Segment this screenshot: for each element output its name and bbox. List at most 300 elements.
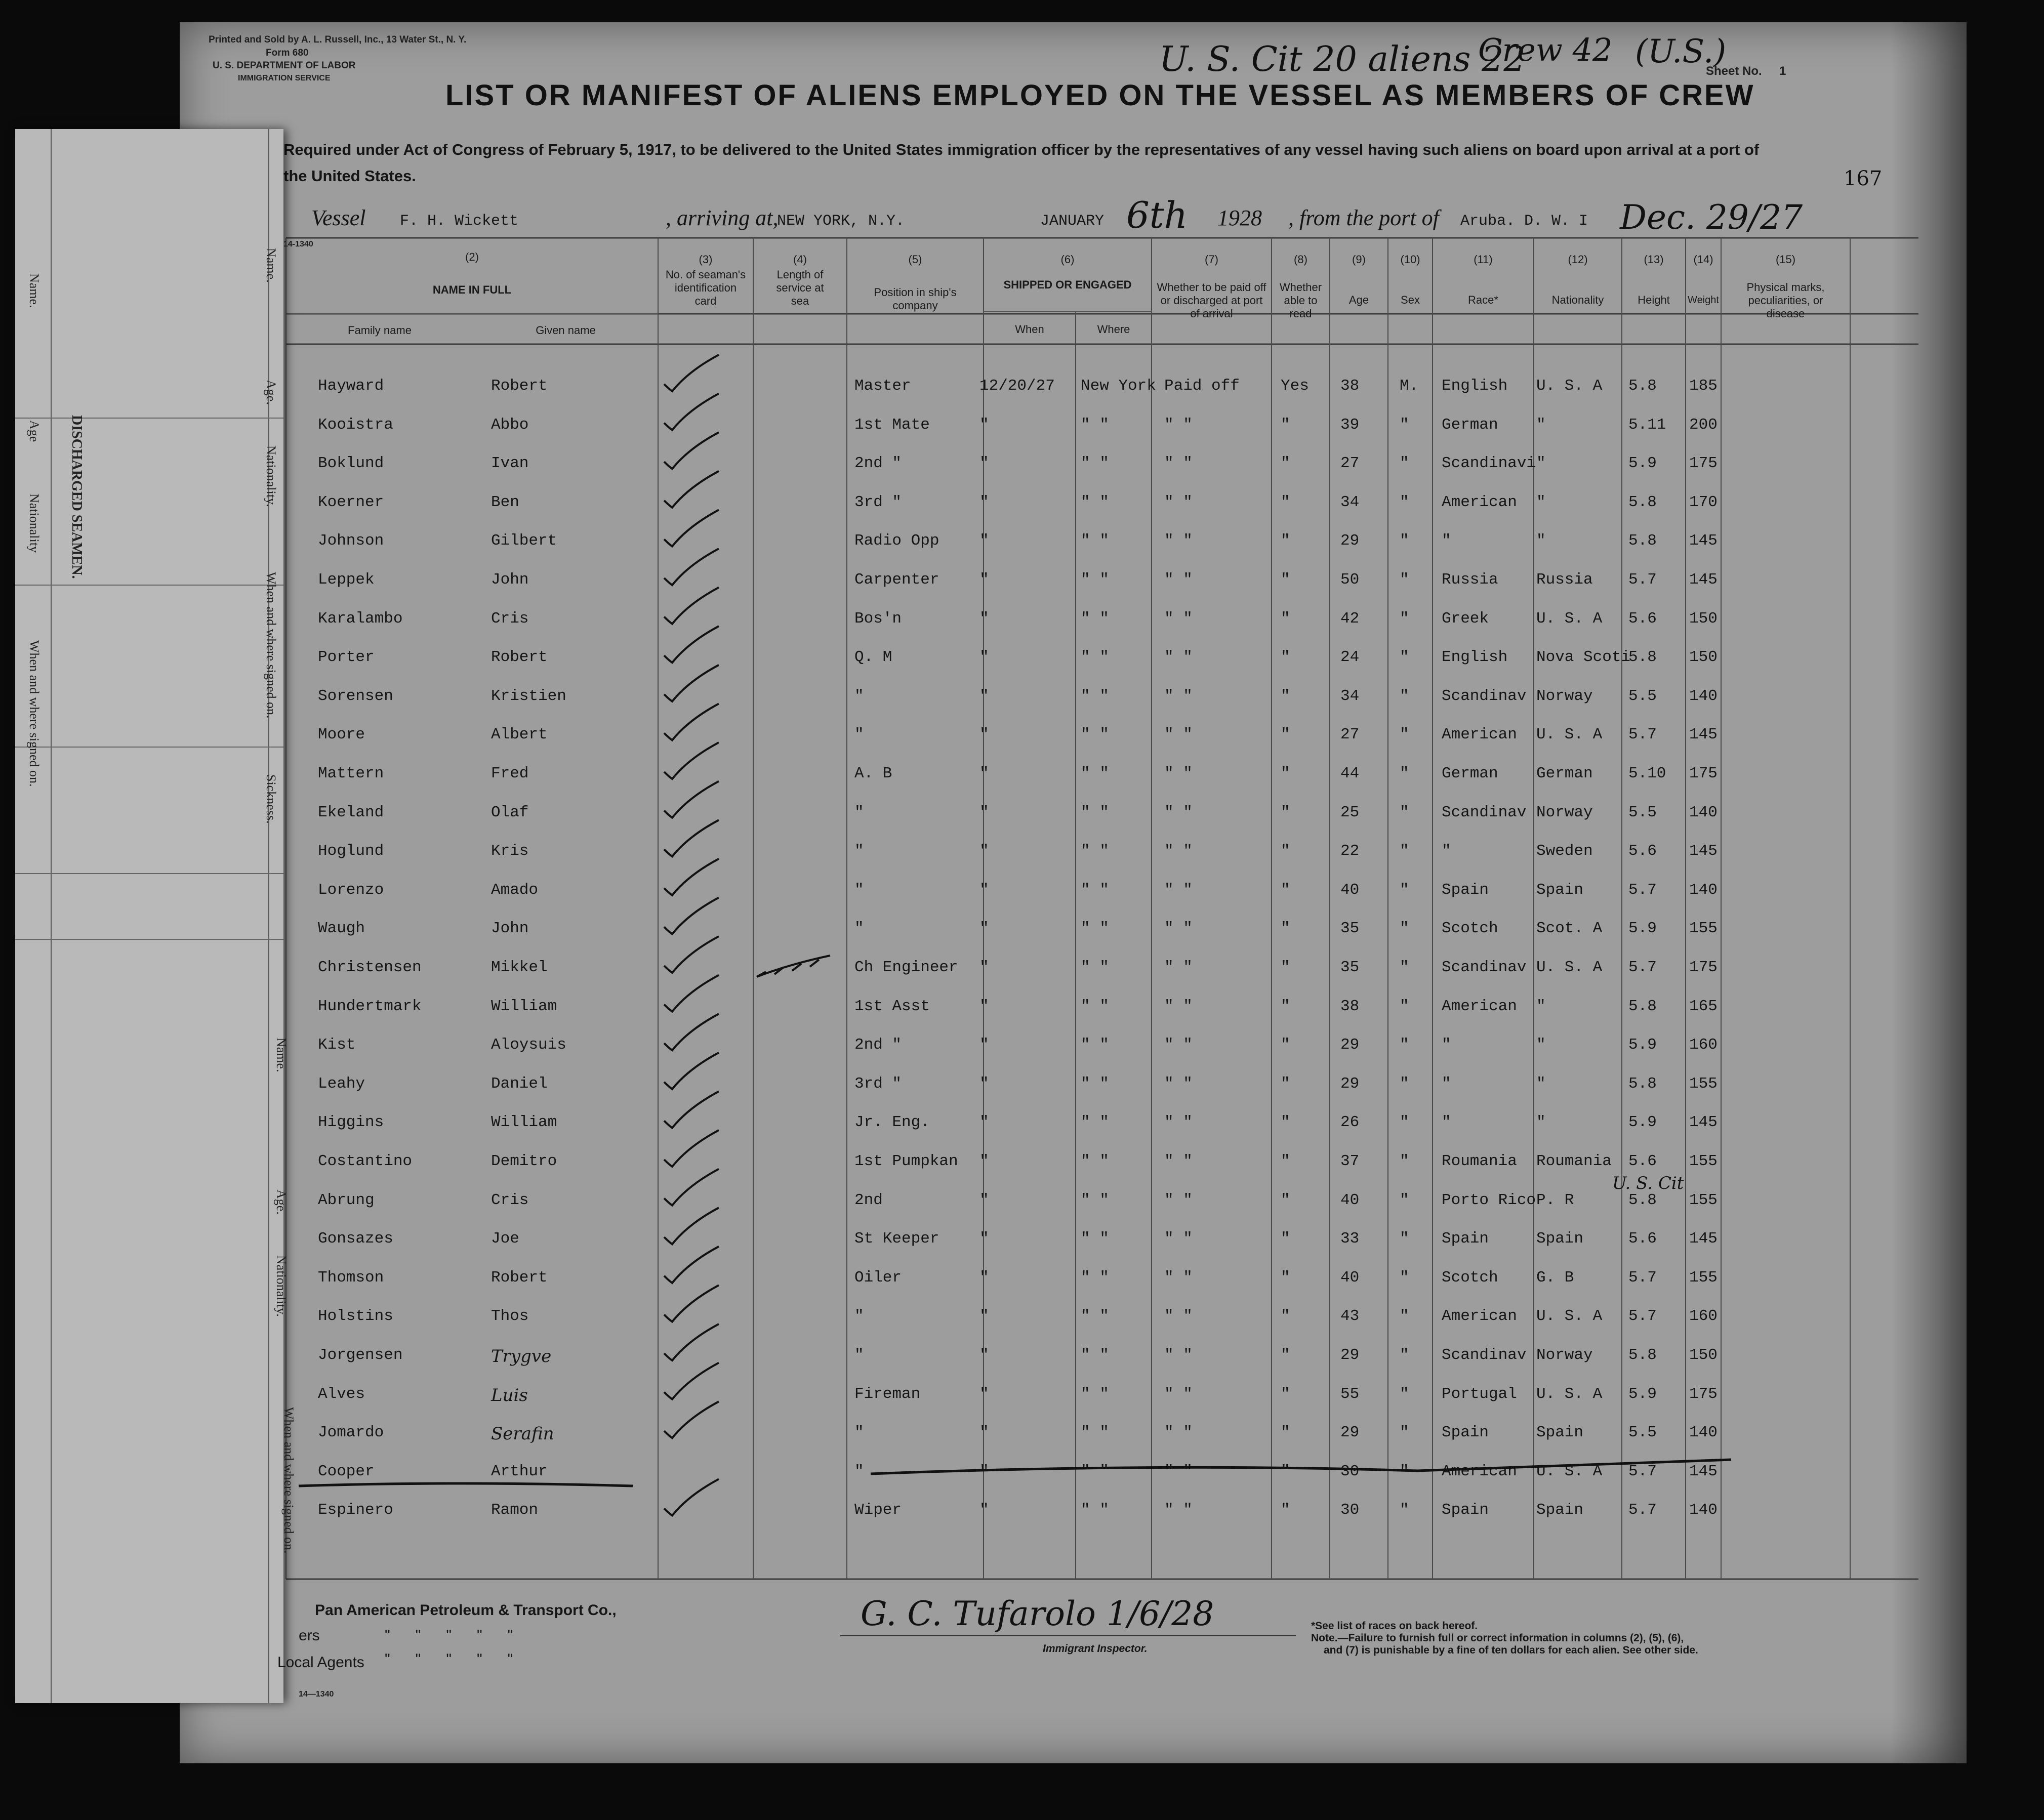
cell-nationality: P. R [1536, 1191, 1574, 1209]
cell-sex: " [1400, 1307, 1409, 1325]
cell-where: " " [1081, 1036, 1109, 1054]
cell-when: " [979, 1191, 989, 1209]
cell-read: " [1281, 920, 1290, 937]
inspector-signature: G. C. Tufarolo 1/6/28 [861, 1594, 1214, 1633]
cell-when: " [979, 571, 989, 589]
col9-header: Age [1348, 294, 1369, 306]
cell-paid: " " [1164, 1307, 1193, 1325]
cell-position: Bos'n [854, 610, 902, 628]
cell-given: Serafin [491, 1424, 554, 1444]
col15-header: Physical marks, peculiarities, or disease [1746, 281, 1825, 320]
cell-given: Demitro [491, 1152, 557, 1170]
cell-height: 5.9 [1628, 920, 1657, 937]
cell-where: " " [1081, 959, 1109, 976]
cell-sex: " [1400, 959, 1409, 976]
cell-age: 29 [1340, 1346, 1360, 1364]
cell-age: 55 [1340, 1385, 1360, 1403]
cell-given: Daniel [491, 1075, 548, 1093]
col8-number: (8) [1294, 253, 1307, 266]
cell-nationality: U. S. A [1536, 377, 1603, 395]
col4-number: (4) [793, 253, 807, 266]
cell-weight: 155 [1689, 1075, 1718, 1093]
panel-name-label: Name. [264, 248, 278, 283]
cell-when: " [979, 610, 989, 628]
cell-read: " [1281, 454, 1290, 472]
cell-paid: " " [1164, 842, 1193, 860]
cell-sex: " [1400, 1424, 1409, 1441]
cell-paid: " " [1164, 881, 1193, 899]
cell-position: " [854, 687, 864, 705]
cell-position: " [854, 1346, 864, 1364]
cell-where: " " [1081, 1424, 1109, 1441]
cell-paid: " " [1164, 1269, 1193, 1287]
cell-age: 37 [1340, 1152, 1360, 1170]
manifest-title: LIST OR MANIFEST OF ALIENS EMPLOYED ON THE VESSEL AS MEMBERS OF CREW [445, 79, 1755, 112]
cell-sex: " [1400, 726, 1409, 743]
cell-race: Scandinav [1442, 687, 1527, 705]
cell-read: " [1281, 1191, 1290, 1209]
cell-read: " [1281, 571, 1290, 589]
cell-where: " " [1081, 1230, 1109, 1248]
cell-age: 40 [1340, 1191, 1360, 1209]
cell-position: Carpenter [854, 571, 939, 589]
cell-height: 5.8 [1628, 648, 1657, 666]
vessel-name: F. H. Wickett [400, 213, 519, 230]
cell-age: 34 [1340, 687, 1360, 705]
cell-when: " [979, 765, 989, 782]
cell-given: Luis [491, 1385, 528, 1405]
cell-position: 1st Asst [854, 998, 930, 1015]
col9-number: (9) [1352, 253, 1366, 266]
cell-nationality: U. S. A [1536, 1385, 1603, 1403]
cell-family: Cooper [318, 1463, 375, 1480]
cell-read: " [1281, 1075, 1290, 1093]
cell-age: 27 [1340, 454, 1360, 472]
cell-sex: " [1400, 1191, 1409, 1209]
cell-paid: " " [1164, 454, 1193, 472]
cell-family: Hoglund [318, 842, 384, 860]
cell-read: " [1281, 1501, 1290, 1519]
col11-number: (11) [1474, 253, 1493, 266]
col6-number: (6) [1060, 253, 1075, 266]
cell-given: Kristien [491, 687, 566, 705]
cell-age: 40 [1340, 1269, 1360, 1287]
cell-given: Ramon [491, 1501, 539, 1519]
cell-given: Olaf [491, 804, 529, 821]
cell-read: " [1281, 1385, 1290, 1403]
cell-given: Trygve [491, 1346, 552, 1367]
cell-sex: " [1400, 493, 1409, 511]
cell-family: Costantino [318, 1152, 413, 1170]
cell-position: St Keeper [854, 1230, 939, 1248]
cell-weight: 150 [1689, 1346, 1718, 1364]
cell-weight: 175 [1689, 1385, 1718, 1403]
cell-where: " " [1081, 1075, 1109, 1093]
cell-family: Porter [318, 648, 375, 666]
cell-height: 5.10 [1628, 765, 1666, 782]
cell-weight: 145 [1689, 1463, 1718, 1480]
cell-weight: 140 [1689, 687, 1718, 705]
cell-height: 5.7 [1628, 1269, 1657, 1287]
cell-where: " " [1081, 454, 1109, 472]
cell-family: Karalambo [318, 610, 403, 628]
cell-nationality: Norway [1536, 687, 1593, 705]
cell-weight: 175 [1689, 959, 1718, 976]
cell-read: " [1281, 1463, 1290, 1480]
cell-where: " " [1081, 1113, 1109, 1131]
cell-nationality: Spain [1536, 1424, 1584, 1441]
left-age-label: Age [27, 420, 42, 442]
cell-read: " [1281, 765, 1290, 782]
cell-family: Moore [318, 726, 365, 743]
penalty-note-2: and (7) is punishable by a fine of ten dollars for each alien. See other side. [1324, 1644, 1698, 1656]
cell-height: 5.7 [1628, 571, 1657, 589]
cell-position: 2nd [854, 1191, 883, 1209]
cell-weight: 140 [1689, 1501, 1718, 1519]
cell-sex: " [1400, 1501, 1409, 1519]
cell-where: " " [1081, 1191, 1109, 1209]
cell-sex: " [1400, 1036, 1409, 1054]
where-header: Where [1097, 323, 1130, 336]
cell-nationality: Sweden [1536, 842, 1593, 860]
cell-read: " [1281, 1113, 1290, 1131]
cell-height: 5.5 [1628, 804, 1657, 821]
cell-when: " [979, 1113, 989, 1131]
cell-nationality: " [1536, 493, 1546, 511]
cell-height: 5.8 [1628, 377, 1657, 395]
cell-read: " [1281, 1307, 1290, 1325]
col13-number: (13) [1644, 253, 1664, 266]
cell-sex: " [1400, 1230, 1409, 1248]
cell-read: " [1281, 726, 1290, 743]
col11-header: Race* [1468, 294, 1498, 306]
cell-height: 5.11 [1628, 416, 1666, 434]
cell-where: " " [1081, 571, 1109, 589]
cell-position: Oiler [854, 1269, 902, 1287]
cell-sex: " [1400, 1152, 1409, 1170]
cell-family: Leahy [318, 1075, 365, 1093]
cell-paid: " " [1164, 804, 1193, 821]
cell-weight: 155 [1689, 1191, 1718, 1209]
cell-paid: " " [1164, 571, 1193, 589]
cell-age: 25 [1340, 804, 1360, 821]
cell-read: " [1281, 493, 1290, 511]
citizen-alien-count: U. S. Cit 20 aliens 22 [1159, 39, 1526, 79]
cell-sex: " [1400, 648, 1409, 666]
cell-given: Robert [491, 377, 548, 395]
when-header: When [1015, 323, 1044, 336]
cell-race: " [1442, 532, 1451, 550]
cell-read: " [1281, 1230, 1290, 1248]
cell-nationality: U. S. A [1536, 726, 1603, 743]
cell-family: Holstins [318, 1307, 393, 1325]
cell-paid: " " [1164, 1501, 1193, 1519]
cell-paid: " " [1164, 920, 1193, 937]
cell-family: Boklund [318, 454, 384, 472]
cell-when: " [979, 726, 989, 743]
cell-position: " [854, 1463, 864, 1480]
cell-age: 40 [1340, 881, 1360, 899]
cell-when: " [979, 1346, 989, 1364]
cell-nationality: " [1536, 532, 1546, 550]
cell-nationality: " [1536, 416, 1546, 434]
cell-nationality: U. S. A [1536, 959, 1603, 976]
cell-position: " [854, 842, 864, 860]
cell-nationality: German [1536, 765, 1593, 782]
sheet-number: 1 [1779, 64, 1786, 78]
departure-date: Dec. 29/27 [1620, 198, 1803, 237]
family-name-header: Family name [348, 324, 412, 337]
cell-age: 29 [1340, 1075, 1360, 1093]
cell-height: 5.8 [1628, 1191, 1657, 1209]
cell-height: 5.8 [1628, 1346, 1657, 1364]
sheet-label: Sheet No. [1706, 64, 1762, 78]
cell-race: American [1442, 726, 1517, 743]
cell-race: Greek [1442, 610, 1489, 628]
cell-age: 22 [1340, 842, 1360, 860]
cell-weight: 185 [1689, 377, 1718, 395]
cell-where: " " [1081, 804, 1109, 821]
cell-paid: " " [1164, 1113, 1193, 1131]
cell-sex: " [1400, 454, 1409, 472]
cell-nationality: U. S. A [1536, 1463, 1603, 1480]
left-name-label: Name. [27, 273, 42, 308]
cell-given: John [491, 920, 529, 937]
cell-race: English [1442, 648, 1508, 666]
cell-race: Portugal [1442, 1385, 1517, 1403]
cell-where: " " [1081, 1307, 1109, 1325]
cell-height: 5.7 [1628, 1463, 1657, 1480]
cell-sex: " [1400, 687, 1409, 705]
cell-position: " [854, 804, 864, 821]
cell-position: 1st Mate [854, 416, 930, 434]
cell-paid: " " [1164, 532, 1193, 550]
cell-age: 39 [1340, 416, 1360, 434]
cell-height: 5.8 [1628, 532, 1657, 550]
cell-race: " [1442, 1075, 1451, 1093]
cell-when: 12/20/27 [979, 377, 1055, 395]
from-label: , from the port of [1288, 205, 1439, 230]
left-nationality-label: Nationality [27, 493, 42, 553]
cell-paid: " " [1164, 726, 1193, 743]
cell-position: Wiper [854, 1501, 902, 1519]
cell-weight: 155 [1689, 1152, 1718, 1170]
panel-age-label: Age. [264, 380, 278, 405]
cell-height: 5.9 [1628, 1385, 1657, 1403]
cell-nationality: Spain [1536, 881, 1584, 899]
cell-age: 27 [1340, 726, 1360, 743]
cell-height: 5.6 [1628, 1230, 1657, 1248]
form-code-bottom: 14—1340 [299, 1690, 334, 1699]
panel-name-label-2: Name. [274, 1038, 289, 1072]
cell-given: Kris [491, 842, 529, 860]
cell-nationality: " [1536, 998, 1546, 1015]
arrival-month: JANUARY [1040, 213, 1105, 230]
cell-weight: 175 [1689, 454, 1718, 472]
panel-nationality-label: Nationality. [264, 445, 278, 507]
cell-height: 5.7 [1628, 1501, 1657, 1519]
cell-race: American [1442, 1307, 1517, 1325]
form-code-top: 14-1340 [283, 240, 313, 249]
service-name: IMMIGRATION SERVICE [238, 74, 331, 82]
cell-when: " [979, 1152, 989, 1170]
cell-age: 42 [1340, 610, 1360, 628]
cell-position: Ch Engineer [854, 959, 958, 976]
col10-number: (10) [1400, 253, 1420, 266]
cell-where: " " [1081, 920, 1109, 937]
cell-nationality: Nova Scoti [1536, 648, 1631, 666]
col8-header: Whether able to read [1279, 281, 1322, 320]
cell-position: " [854, 1307, 864, 1325]
cell-race: Scandinav [1442, 959, 1527, 976]
col3-number: (3) [699, 253, 713, 266]
cell-sex: " [1400, 1463, 1409, 1480]
cell-when: " [979, 998, 989, 1015]
cell-age: 35 [1340, 920, 1360, 937]
cell-family: Waugh [318, 920, 365, 937]
cell-where: " " [1081, 726, 1109, 743]
cell-height: 5.6 [1628, 842, 1657, 860]
cell-where: " " [1081, 416, 1109, 434]
cell-sex: " [1400, 571, 1409, 589]
cell-when: " [979, 1424, 989, 1441]
cell-race: American [1442, 998, 1517, 1015]
cell-when: " [979, 804, 989, 821]
cell-where: " " [1081, 648, 1109, 666]
cell-position: 2nd " [854, 454, 902, 472]
col12-number: (12) [1568, 253, 1588, 266]
cell-where: " " [1081, 1501, 1109, 1519]
cell-sex: " [1400, 1385, 1409, 1403]
cell-weight: 155 [1689, 1269, 1718, 1287]
cell-given: Arthur [491, 1463, 548, 1480]
cell-family: Alves [318, 1385, 365, 1403]
cell-weight: 145 [1689, 571, 1718, 589]
cell-position: A. B [854, 765, 892, 782]
cell-paid: Paid off [1164, 377, 1240, 395]
cell-sex: " [1400, 842, 1409, 860]
cell-weight: 160 [1689, 1036, 1718, 1054]
cell-where: New York [1081, 377, 1156, 395]
given-name-header: Given name [536, 324, 596, 337]
department-name: U. S. DEPARTMENT OF LABOR [213, 60, 356, 71]
cell-where: " " [1081, 842, 1109, 860]
cell-nationality: Spain [1536, 1230, 1584, 1248]
penalty-note-1: Note.—Failure to furnish full or correct information in columns (2), (5), (6), [1311, 1632, 1684, 1644]
cell-race: American [1442, 1463, 1517, 1480]
cell-nationality: " [1536, 454, 1546, 472]
races-note: *See list of races on back hereof. [1311, 1620, 1478, 1632]
cell-age: 30 [1340, 1463, 1360, 1480]
col13-header: Height [1638, 294, 1670, 306]
cell-age: 30 [1340, 1501, 1360, 1519]
cell-age: 43 [1340, 1307, 1360, 1325]
cell-height: 5.8 [1628, 998, 1657, 1015]
cell-paid: " " [1164, 765, 1193, 782]
col2-number: (2) [465, 251, 479, 263]
cell-read: " [1281, 881, 1290, 899]
cell-read: " [1281, 1424, 1290, 1441]
cell-nationality: " [1536, 1075, 1546, 1093]
cell-given: Cris [491, 610, 529, 628]
cell-read: " [1281, 1036, 1290, 1054]
cell-nationality: U. S. A [1536, 610, 1603, 628]
cell-read: " [1281, 1269, 1290, 1287]
us-citizen-note: U. S. Cit [1612, 1173, 1684, 1193]
cell-race: " [1442, 1113, 1451, 1131]
cell-family: Abrung [318, 1191, 375, 1209]
local-agents-label: Local Agents [277, 1654, 364, 1671]
cell-race: Scotch [1442, 1269, 1498, 1287]
cell-position: Radio Opp [854, 532, 939, 550]
cell-paid: " " [1164, 1152, 1193, 1170]
cell-when: " [979, 416, 989, 434]
cell-height: 5.5 [1628, 1424, 1657, 1441]
cell-age: 33 [1340, 1230, 1360, 1248]
cell-nationality: " [1536, 1113, 1546, 1131]
cell-where: " " [1081, 1346, 1109, 1364]
cell-given: William [491, 1113, 557, 1131]
col12-header: Nationality [1551, 294, 1604, 306]
cell-nationality: Roumania [1536, 1152, 1612, 1170]
discharged-seamen-panel [15, 129, 283, 1703]
cell-paid: " " [1164, 1424, 1193, 1441]
cell-paid: " " [1164, 1463, 1193, 1480]
cell-sex: " [1400, 1346, 1409, 1364]
cell-where: " " [1081, 765, 1109, 782]
cell-family: Ekeland [318, 804, 384, 821]
cell-family: Hayward [318, 377, 384, 395]
cell-family: Jomardo [318, 1424, 384, 1441]
col7-header: Whether to be paid off or discharged at port of arrival [1157, 281, 1266, 320]
cell-read: " [1281, 842, 1290, 860]
cell-sex: " [1400, 610, 1409, 628]
cell-height: 5.5 [1628, 687, 1657, 705]
cell-weight: 140 [1689, 881, 1718, 899]
cell-race: Scandinavi [1442, 454, 1536, 472]
cell-when: " [979, 648, 989, 666]
cell-position: Q. M [854, 648, 892, 666]
cell-when: " [979, 1269, 989, 1287]
cell-given: Joe [491, 1230, 519, 1248]
cell-when: " [979, 1075, 989, 1093]
cell-where: " " [1081, 881, 1109, 899]
cell-nationality: Norway [1536, 804, 1593, 821]
cell-where: " " [1081, 610, 1109, 628]
cell-given: Aloysuis [491, 1036, 566, 1054]
cell-position: 2nd " [854, 1036, 902, 1054]
cell-height: 5.8 [1628, 493, 1657, 511]
cell-when: " [979, 1036, 989, 1054]
cell-height: 5.7 [1628, 959, 1657, 976]
col3-header: No. of seaman's identification card [665, 268, 746, 307]
cell-read: " [1281, 998, 1290, 1015]
cell-height: 5.9 [1628, 1113, 1657, 1131]
col10-header: Sex [1401, 294, 1420, 306]
cell-age: 29 [1340, 1424, 1360, 1441]
cell-when: " [979, 1385, 989, 1403]
cell-nationality: Scot. A [1536, 920, 1603, 937]
panel-nationality-label-2: Nationality. [274, 1255, 289, 1317]
owners-ditto: " " " " " [385, 1627, 513, 1644]
cell-family: Gonsazes [318, 1230, 393, 1248]
cell-race: Scandinav [1442, 804, 1527, 821]
cell-weight: 170 [1689, 493, 1718, 511]
cell-family: Kist [318, 1036, 356, 1054]
cell-height: 5.6 [1628, 610, 1657, 628]
cell-family: Espinero [318, 1501, 393, 1519]
cell-when: " [979, 920, 989, 937]
